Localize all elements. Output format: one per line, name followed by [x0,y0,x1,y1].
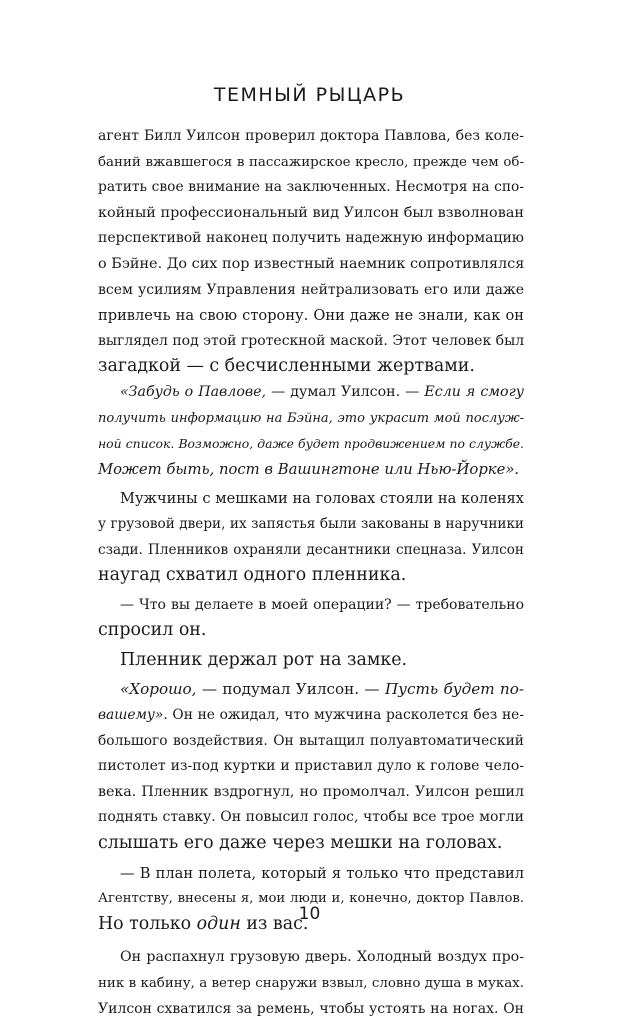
italic-run: вашему» [98,707,164,724]
text-line: Уилсон схватился за ремень, чтобы устоять на ногах. Он [98,1000,524,1017]
text-line: о Бэйне. До сих пор известный наемник сопротивлялся [98,255,525,272]
text-line-italic: получить информацию на Бэйна, это украсит мой послуж- [98,410,524,426]
paragraph-8 [98,945,524,1022]
text-line: слышать его даже через мешки на головах. [98,833,503,854]
text-line: выглядел под этой гротескной маской. Этот человек был [98,332,525,349]
text-line: привлечь на свою сторону. Они даже не знали, как он [98,307,524,325]
paragraph-5 [98,648,524,674]
body-text [98,124,524,1022]
text-line: спросил он. [98,620,207,641]
text-line: наугад схватил одного пленника. [98,565,407,586]
text-line: — Что вы делаете в моей операции? — требовательно [120,596,524,613]
running-head: ТЕМНЫЙ РЫЦАРЬ [213,84,406,106]
text-line: ратить свое внимание на заключенных. Несмотря на спо- [98,179,524,196]
text-line: Агентству, внесены я, мои люди и, конечно, доктор Павлов. [98,891,524,907]
text-line-italic: ной список. Возможно, даже будет продвижением по службе. [98,436,524,452]
italic-run: «Хорошо, [120,680,202,699]
page-number: 10 [298,904,321,924]
text-line: у грузовой двери, их запястья были закованы в наручники [98,515,524,532]
text-line: ник в кабину, а ветер снаружи взвыл, словно душа в муках. [98,976,524,991]
text-line-mixed: Но только один из вас. [98,913,309,934]
text-line: большого воздействия. Он вытащил полуавтоматический [98,732,524,749]
text-line-mixed: вашему». Он не ожидал, что мужчина расколется без не- [98,707,524,724]
text-line: сзади. Пленников охраняли десантники спецназа. Уилсон [98,541,524,558]
text-line: Мужчины с мешками на головах стояли на коленях [120,490,524,508]
paragraph-3 [98,486,524,588]
text-line: баний вжавшегося в пассажирское кресло, прежде чем об- [98,154,524,170]
text-line: загадкой — с бесчисленными жертвами. [98,356,475,377]
italic-run: Если я смогу [424,383,524,400]
text-line: койный профессиональный вид Уилсон был взволнован [98,204,524,221]
text-line: всем усилиям Управления нейтрализовать его или даже [98,281,524,298]
italic-run: один [196,913,241,934]
text-line: поднять ставку. Он повысил голос, чтобы все трое могли [98,809,524,826]
italic-run: «Забудь о Павлове, [120,383,272,400]
paragraph-2 [98,380,524,482]
text-line-mixed: «Забудь о Павлове, — думал Уилсон. — Если я смогу [120,383,524,400]
text-line: Пленник держал рот на замке. [120,649,408,670]
paragraph-6 [98,677,524,856]
paragraph-4 [98,593,524,644]
text-line: пистолет из-под куртки и приставил дуло к голове чело- [98,758,524,775]
text-line: Он распахнул грузовую дверь. Холодный воздух про- [120,949,524,966]
paragraph-1 [98,124,524,380]
italic-run: Пусть будет по- [384,680,524,699]
text-line: века. Пленник вздрогнул, но промолчал. Уилсон решил [98,783,524,800]
paragraph-7 [98,861,524,938]
text-line: — В план полета, который я только что представил [120,864,524,882]
text-line-italic: Может быть, пост в Вашингтоне или Нью-Йорке». [98,460,520,478]
text-line: перспективой наконец получить надежную информацию [98,230,524,247]
text-line-mixed: «Хорошо, — подумал Уилсон. — Пусть будет по- [120,680,524,699]
text-line: агент Билл Уилсон проверил доктора Павлова, без коле- [98,128,524,144]
